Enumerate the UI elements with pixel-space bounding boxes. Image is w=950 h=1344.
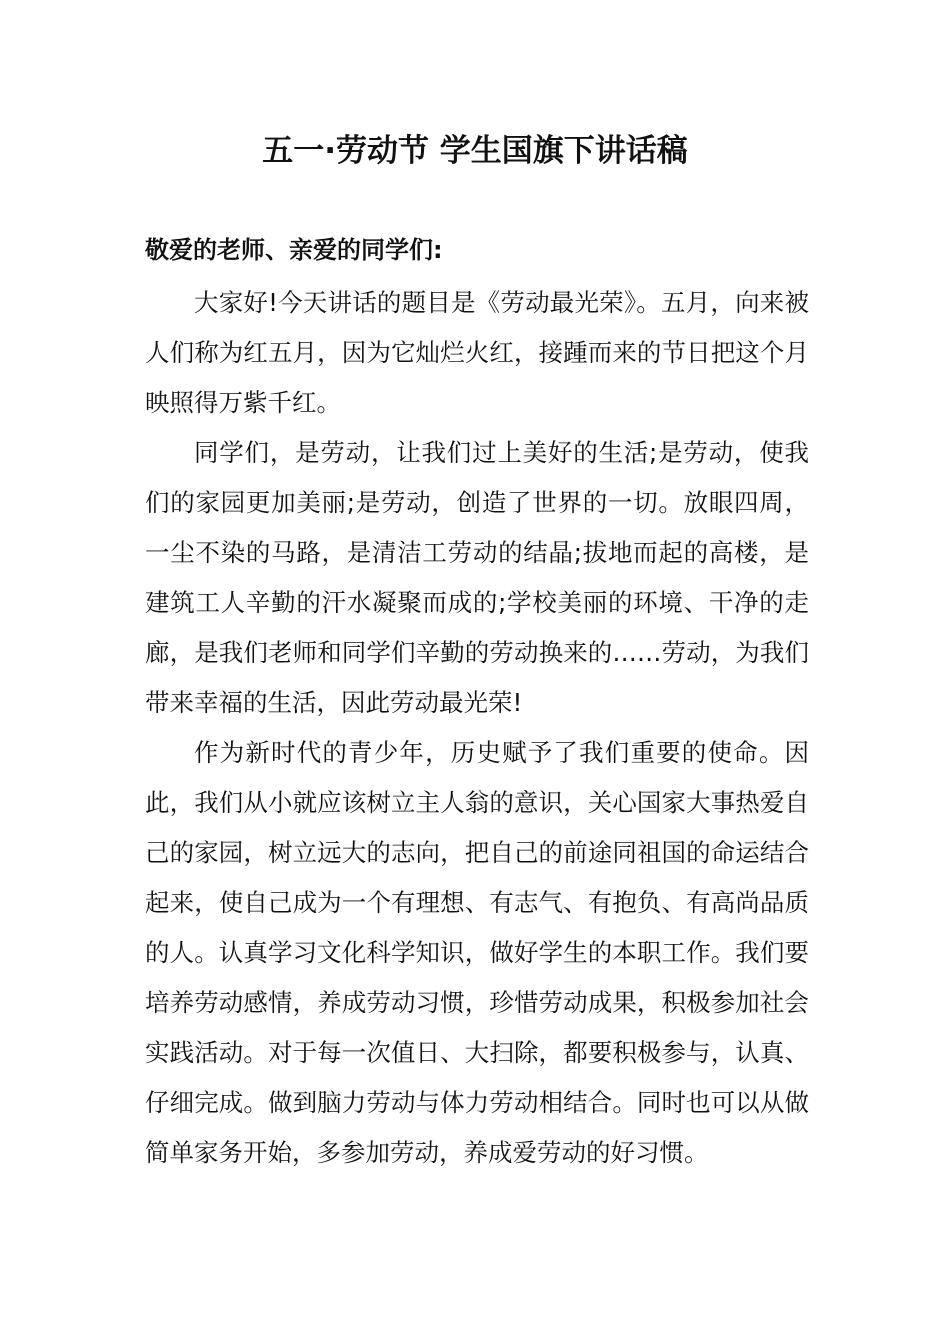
document-title: 五一·劳动节 学生国旗下讲话稿 [262,133,688,169]
paragraph-3: 作为新时代的青少年，历史赋予了我们重要的使命。因此，我们从小就应该树立主人翁的意识，关心国家大事热爱自己的家园，树立远大的志向，把自己的前途同祖国的命运结合起来，使自己成为一个有理想、有志气、有抱负、有高尚品质的人。认真学习文化科学知识，做好学生的本职工作。我们要培养劳动感情，养成劳动习惯，珍惜劳动成果，积极参加社会实践活动。对于每一次值日、大扫除，都要积极参与，认真、仔细完成。做到脑力劳动与体力劳动相结合。同时也可以从做简单家务开始，多参加劳动，养成爱劳动的好习惯。 [145,738,809,1167]
document-body [145,278,809,1178]
salutation: 敬爱的老师、亲爱的同学们: [145,236,443,264]
paragraph-1: 大家好!今天讲话的题目是《劳动最光荣》。五月，向来被人们称为红五月，因为它灿烂火红，接踵而来的节日把这个月映照得万紫千红。 [145,288,809,417]
paragraph-2: 同学们，是劳动，让我们过上美好的生活;是劳动，使我们的家园更加美丽;是劳动，创造了世界的一切。放眼四周，一尘不染的马路，是清洁工劳动的结晶;拔地而起的高楼，是建筑工人辛勤的汗水凝聚而成的;学校美丽的环境、干净的走廊，是我们老师和同学们辛勤的劳动换来的……劳动，为我们带来幸福的生活，因此劳动最光荣! [145,438,809,717]
